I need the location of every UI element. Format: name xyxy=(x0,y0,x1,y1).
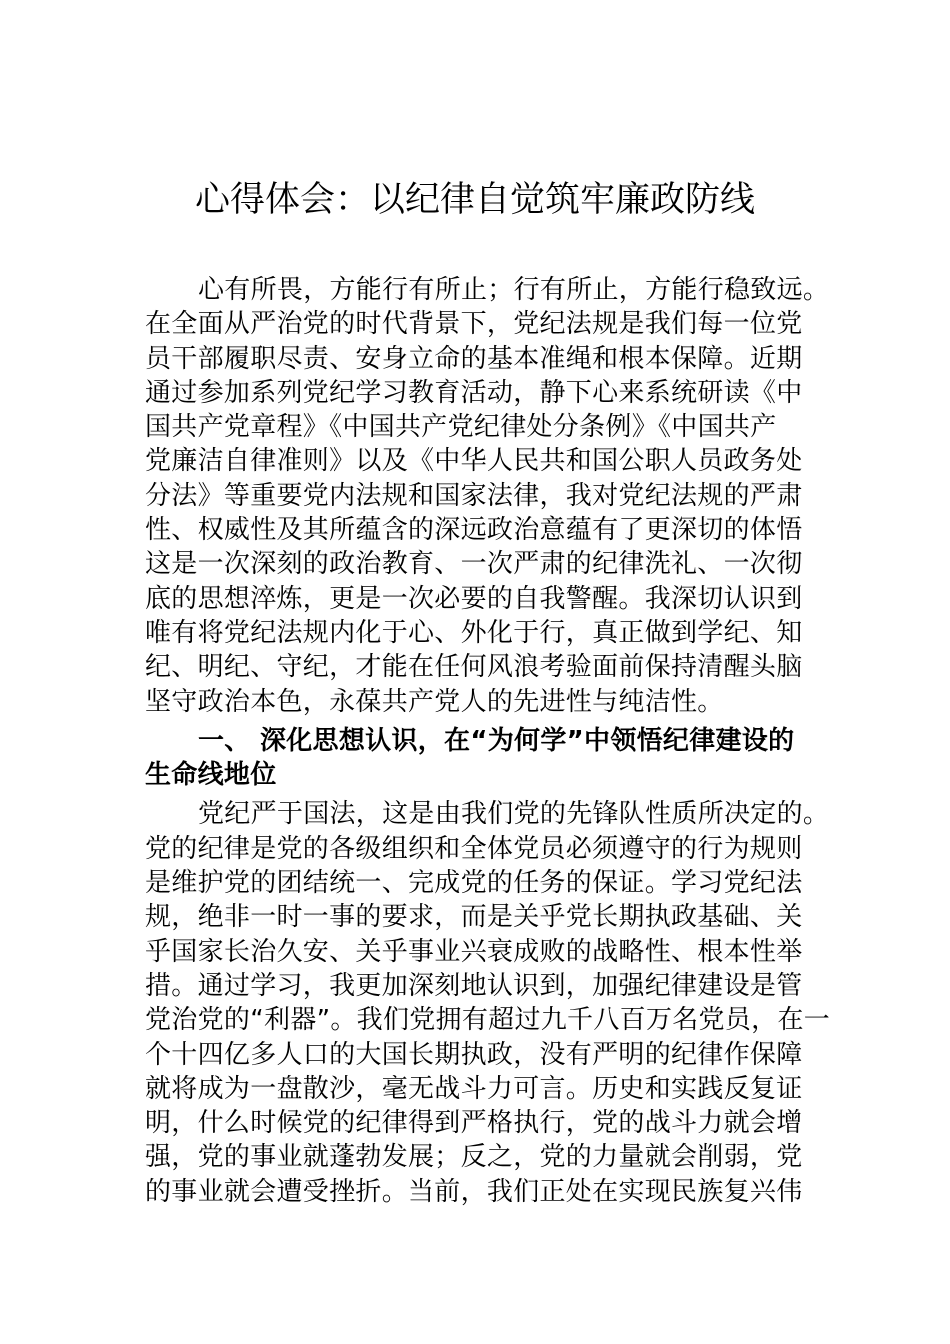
document-title: 心得体会：以纪律自觉筑牢廉政防线 xyxy=(194,180,755,220)
text-line: 性、权威性及其所蕴含的深远政治意蕴有了更深切的体悟 xyxy=(145,515,803,546)
text-line: 党治党的“利器”。我们党拥有超过九千八百万名党员，在一 xyxy=(145,1005,831,1036)
text-line: 国共产党章程》《中国共产党纪律处分条例》《中国共产 xyxy=(145,412,777,443)
text-line: 分法》等重要党内法规和国家法律，我对党纪法规的严肃 xyxy=(145,480,803,511)
text-line: 纪、明纪、守纪，才能在任何风浪考验面前保持清醒头脑 xyxy=(145,652,803,683)
text-line: 在全面从严治党的时代背景下，党纪法规是我们每一位党 xyxy=(145,309,803,340)
heading-line: 生命线地位 xyxy=(145,760,277,791)
document-body xyxy=(145,273,845,1209)
text-line: 措。通过学习，我更加深刻地认识到，加强纪律建设是管 xyxy=(145,970,803,1001)
text-line: 党的纪律是党的各级组织和全体党员必须遵守的行为规则 xyxy=(145,833,803,864)
text-line: 个十四亿多人口的大国长期执政，没有严明的纪律作保障 xyxy=(145,1039,803,1070)
section-heading-1 xyxy=(145,724,845,793)
text-line: 唯有将党纪法规内化于心、外化于行，真正做到学纪、知 xyxy=(145,617,803,648)
text-line: 乎国家长治久安、关乎事业兴衰成败的战略性、根本性举 xyxy=(145,936,803,967)
text-line: 的事业就会遭受挫折。当前，我们正处在实现民族复兴伟 xyxy=(145,1176,803,1207)
text-line: 这是一次深刻的政治教育、一次严肃的纪律洗礼、一次彻 xyxy=(145,549,803,580)
text-line: 就将成为一盘散沙，毫无战斗力可言。历史和实践反复证 xyxy=(145,1073,803,1104)
text-line: 强，党的事业就蓬勃发展；反之，党的力量就会削弱，党 xyxy=(145,1142,803,1173)
text-line: 党纪严于国法，这是由我们党的先锋队性质所决定的。 xyxy=(198,799,830,830)
heading-line: 一、 深化思想认识，在“为何学”中领悟纪律建设的 xyxy=(198,725,795,756)
paragraph-section-1 xyxy=(145,797,845,1209)
text-line: 心有所畏，方能行有所止；行有所止，方能行稳致远。 xyxy=(198,275,830,305)
text-line: 坚守政治本色，永葆共产党人的先进性与纯洁性。 xyxy=(145,686,724,717)
text-line: 规，绝非一时一事的要求，而是关乎党长期执政基础、关 xyxy=(145,902,803,933)
text-line: 通过参加系列党纪学习教育活动，静下心来系统研读《中 xyxy=(145,377,803,408)
paragraph-intro xyxy=(145,273,845,719)
text-line: 明，什么时候党的纪律得到严格执行，党的战斗力就会增 xyxy=(145,1108,803,1139)
text-line: 员干部履职尽责、安身立命的基本准绳和根本保障。近期 xyxy=(145,343,803,374)
text-line: 党廉洁自律准则》以及《中华人民共和国公职人员政务处 xyxy=(145,446,803,477)
text-line: 底的思想淬炼，更是一次必要的自我警醒。我深切认识到 xyxy=(145,583,803,614)
text-line: 是维护党的团结统一、完成党的任务的保证。学习党纪法 xyxy=(145,868,803,899)
